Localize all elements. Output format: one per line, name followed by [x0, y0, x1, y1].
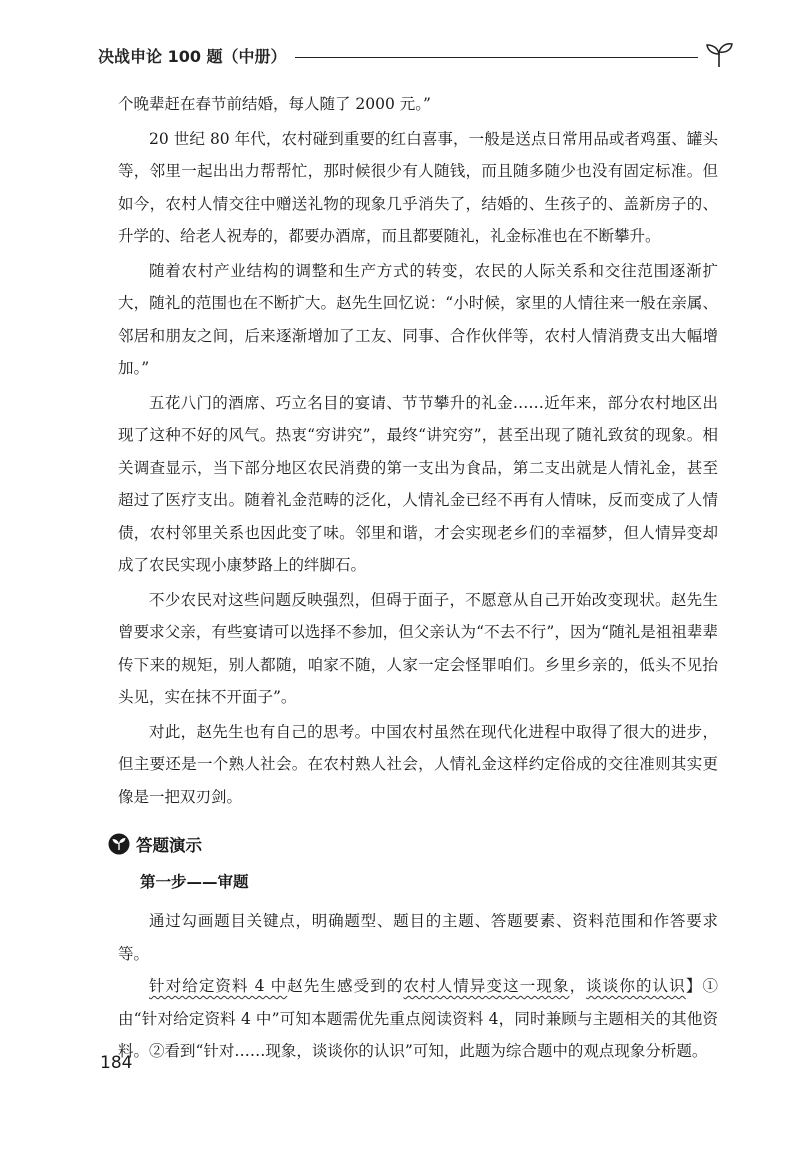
question-keyword: 谈谈你的认识	[586, 977, 686, 995]
question-analysis	[118, 970, 718, 1068]
material-body	[118, 88, 718, 813]
paragraph: 随着农村产业结构的调整和生产方式的转变，农民的人际关系和交往范围逐渐扩大，随礼的范围也在不断扩大。赵先生回忆说：“小时候，家里的人情往来一般在亲属、邻居和朋友之间，后来逐渐增加了工友、同事、合作伙伴等，农村人情消费支出大幅增加。”	[118, 261, 718, 377]
header-title: 决战申论 100 题（中册）	[98, 46, 287, 66]
paragraph-continuation: 个晚辈赶在春节前结婚，每人随了 2000 元。”	[118, 95, 431, 113]
paragraph: 不少农民对这些问题反映强烈，但碍于面子，不愿意从自己开始改变现状。赵先生曾要求父亲，有些宴请可以选择不参加，但父亲认为“不去不行”，因为“随礼是祖祖辈辈传下来的规矩，别人都随，咱家不随，人家一定会怪罪咱们。乡里乡亲的，低头不见抬头见，实在抹不开面子”。	[118, 590, 718, 706]
running-header	[98, 40, 734, 70]
section-title: 答题演示	[136, 836, 202, 855]
analysis-text: ①由“针对给定资料 4 中”可知本题需优先重点阅读资料 4，同时兼顾与主题相关的其他资料。②看到“针对……现象，谈谈你的认识”可知，此题为综合题中的观点现象分析题。	[118, 977, 718, 1060]
step-title: 第一步——审题	[140, 873, 249, 891]
question-text: 赵先生感受到的	[287, 977, 404, 995]
question-text: ，	[569, 977, 587, 995]
paragraph: 20 世纪 80 年代，农村碰到重要的红白喜事，一般是送点日常用品或者鸡蛋、罐头等，邻里一起出出力帮帮忙，那时候很少有人随钱，而且随多随少也没有固定标准。但如今，农村人情交往中赠送礼物的现象几乎消失了，结婚的、生孩子的、盖新房子的、升学的、给老人祝寿的，都要办酒席，而且都要随礼，礼金标准也在不断攀升。	[118, 129, 718, 245]
question-keyword: 农村人情异变这一现象	[403, 977, 570, 995]
bracket: 】	[685, 977, 703, 995]
leaf-badge-icon	[108, 833, 130, 855]
header-rule	[295, 57, 698, 58]
page-number: 184	[100, 1053, 133, 1073]
section-heading	[108, 832, 202, 856]
paragraph: 对此，赵先生也有自己的思考。中国农村虽然在现代化进程中取得了很大的进步，但主要还是一个熟人社会。在农村熟人社会，人情礼金这样约定俗成的交往准则其实更像是一把双刃剑。	[118, 722, 718, 806]
paragraph: 五花八门的酒席、巧立名目的宴请、节节攀升的礼金……近年来，部分农村地区出现了这种不好的风气。热衷“穷讲究”，最终“讲究穷”，甚至出现了随礼致贫的现象。相关调查显示，当下部分地区农民消费的第一支出为食品，第二支出就是人情礼金，甚至超过了医疗支出。随着礼金范畴的泛化，人情礼金已经不再有人情味，反而变成了人情债，农村邻里关系也因此变了味。邻里和谐，才会实现老乡们的幸福梦，但人情异变却成了农民实现小康梦路上的绊脚石。	[118, 393, 718, 574]
answer-intro: 通过勾画题目关键点，明确题型、题目的主题、答题要素、资料范围和作答要求等。	[118, 912, 718, 963]
question-keyword: 针对给定资料 4 中	[149, 977, 288, 995]
sprout-icon	[704, 42, 734, 68]
answer-body	[118, 905, 718, 1068]
